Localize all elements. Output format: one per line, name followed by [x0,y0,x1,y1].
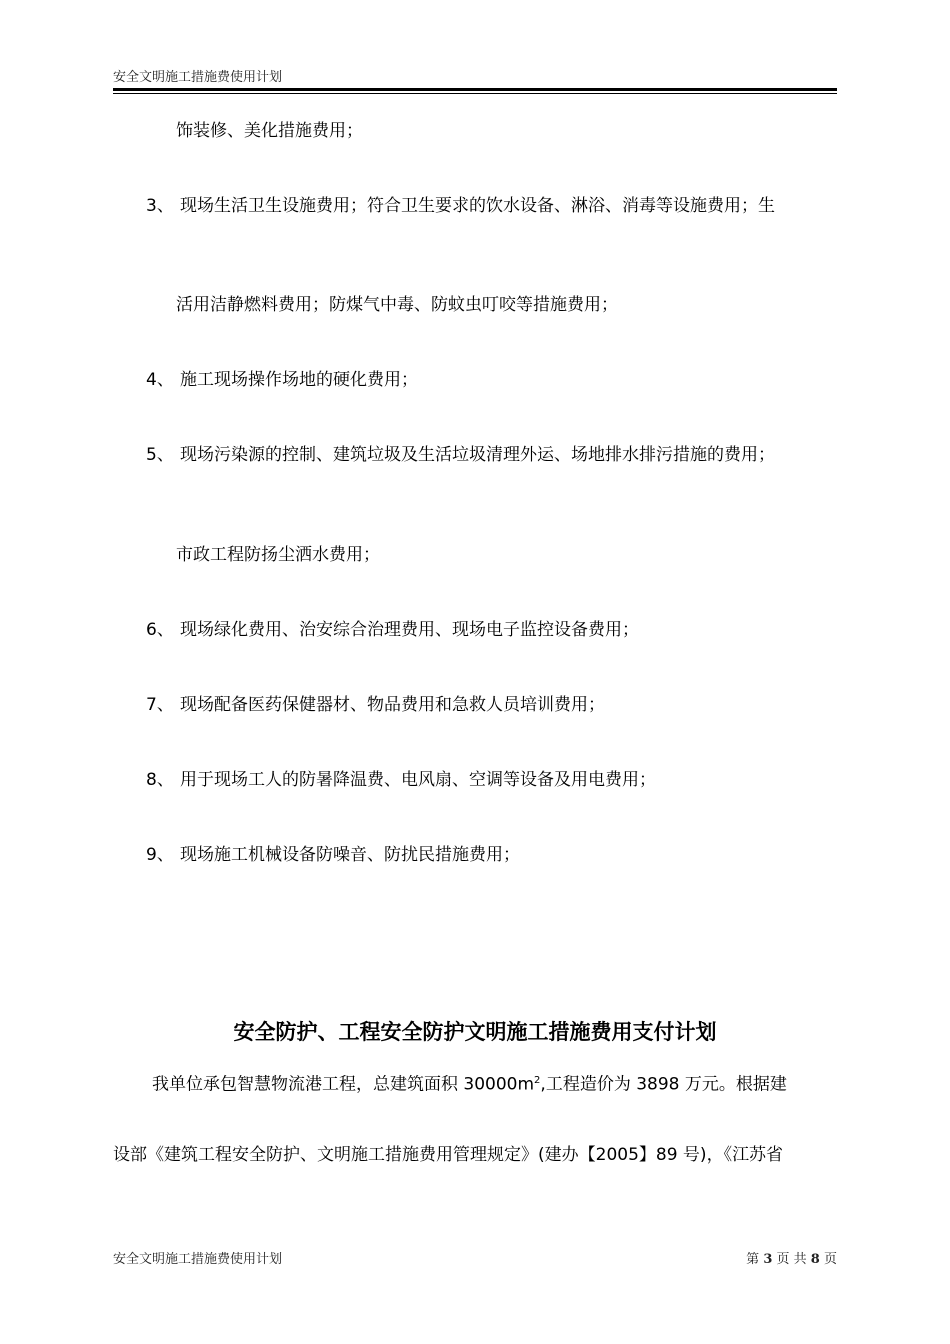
superscript: 2 [534,1075,541,1086]
list-item-text: 用于现场工人的防暑降温费、电风扇、空调等设备及用电费用； [180,770,656,790]
list-item-number: 3、 [146,196,174,216]
total-pages: 8 [810,1252,820,1267]
paragraph-text: ,工程造价为 3898 万元。根据建 [540,1074,787,1095]
list-item-text: 现场污染源的控制、建筑垃圾及生活垃圾清理外运、场地排水排污措施的费用； [180,445,775,465]
list-continuation-line: 饰装修、美化措施费用； [176,121,363,141]
list-item-number: 6、 [146,620,174,640]
page-header-title: 安全文明施工措施费使用计划 [113,70,283,85]
list-item-number: 4、 [146,370,174,390]
header-rule-thick [113,88,837,91]
list-item-text: 现场施工机械设备防噪音、防扰民措施费用； [180,845,520,865]
list-item-text: 施工现场操作场地的硬化费用； [180,370,418,390]
list-item-text: 现场生活卫生设施费用；符合卫生要求的饮水设备、淋浴、消毒等设施费用；生 [180,196,775,216]
section-heading: 安全防护、工程安全防护文明施工措施费用支付计划 [233,1020,717,1044]
list-item-3 [146,195,775,217]
list-item-4 [146,369,418,391]
page-number: 第 3 页 共 8 页 [746,1252,837,1267]
paragraph-text: 我单位承包智慧物流港工程，总建筑面积 30000m [152,1074,535,1095]
header-rule-thin [113,93,837,94]
list-item-text: 现场绿化费用、治安综合治理费用、现场电子监控设备费用； [180,620,639,640]
list-item-9 [146,844,520,866]
list-continuation-line: 活用洁静燃料费用；防煤气中毒、防蚊虫叮咬等措施费用； [176,295,618,315]
list-item-number: 8、 [146,770,174,790]
list-item-8 [146,769,656,791]
paragraph-line [113,1070,837,1096]
paragraph-line: 设部《建筑工程安全防护、文明施工措施费用管理规定》(建办【2005】89 号)，《江苏省 [113,1145,784,1165]
list-item-number: 9、 [146,845,174,865]
list-item-5 [146,444,775,466]
page-footer-title: 安全文明施工措施费使用计划 [113,1252,283,1267]
list-item-6 [146,619,639,641]
list-item-7 [146,694,605,716]
list-item-text: 现场配备医药保健器材、物品费用和急救人员培训费用； [180,695,605,715]
list-item-number: 5、 [146,445,174,465]
list-continuation-line: 市政工程防扬尘洒水费用； [176,545,380,565]
current-page: 3 [763,1252,773,1267]
list-item-number: 7、 [146,695,174,715]
